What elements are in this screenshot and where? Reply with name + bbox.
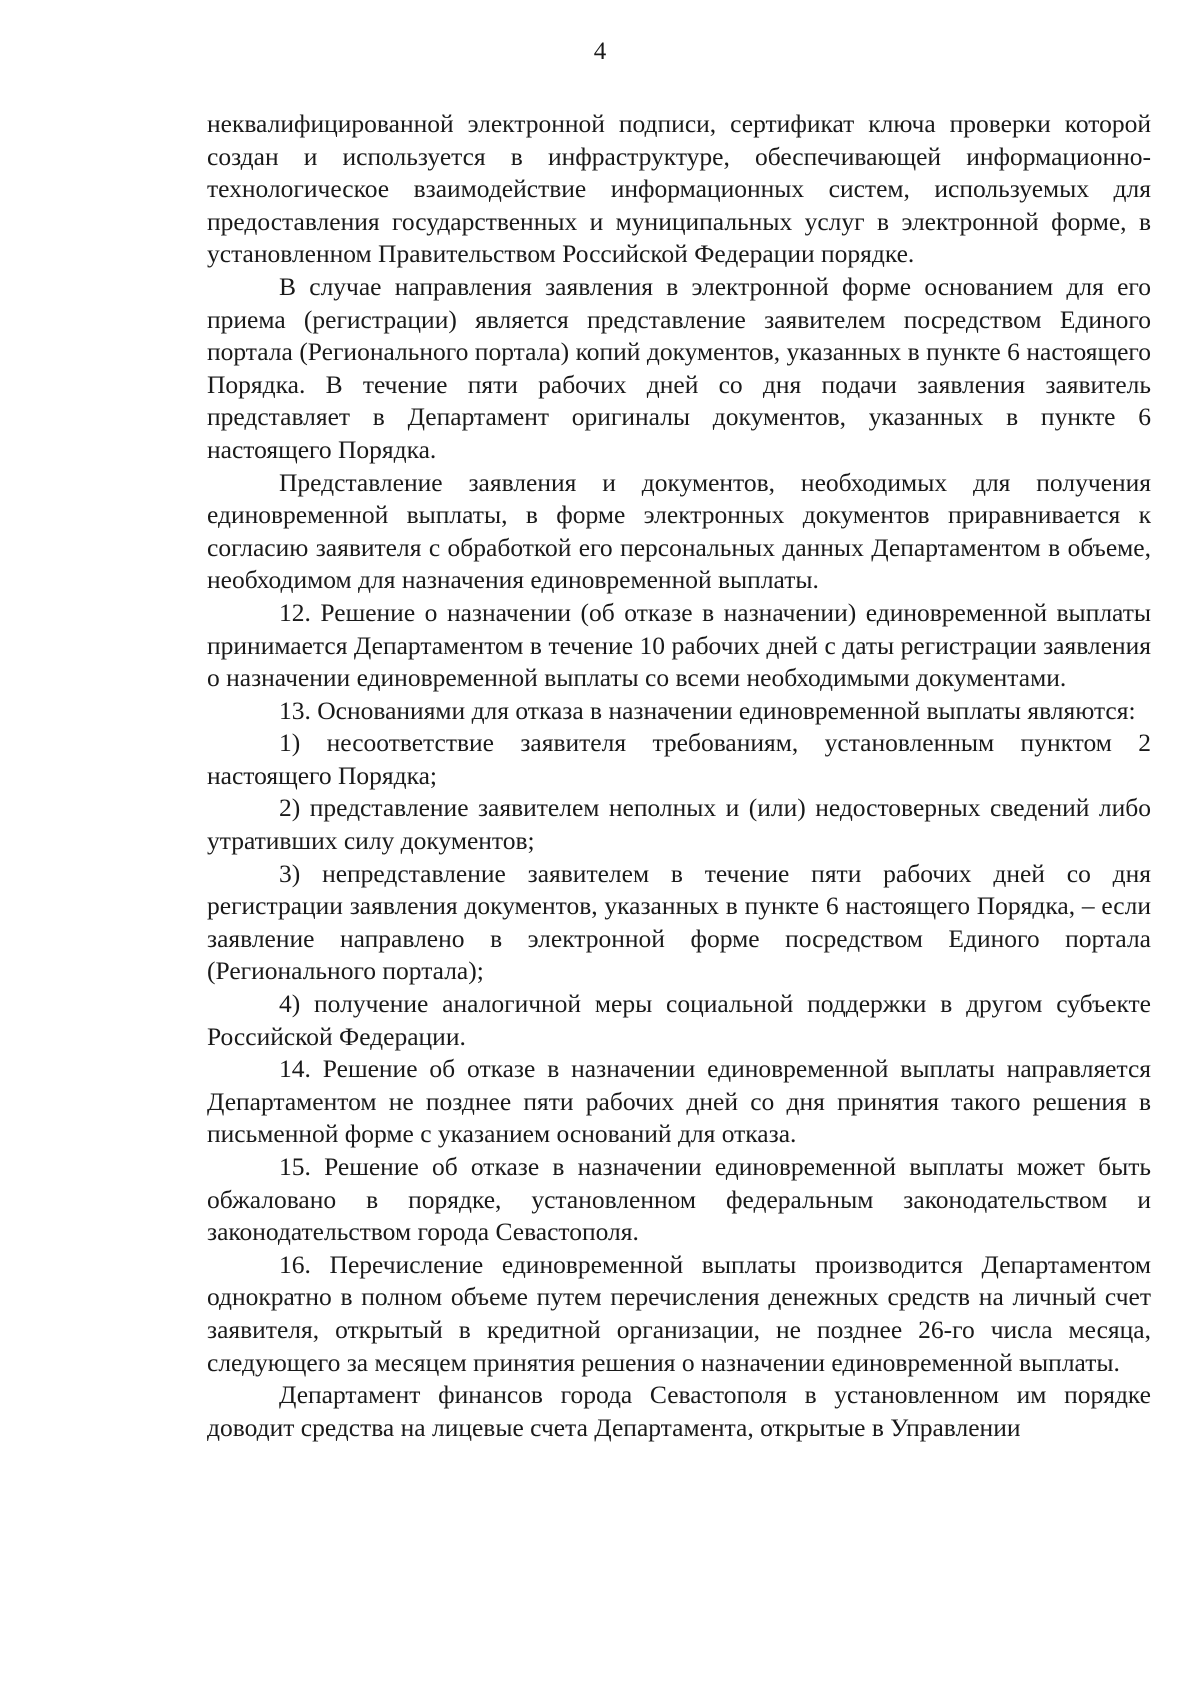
paragraph-item-16: 16. Перечисление единовременной выплаты производится Департаментом однократно в полном объеме путем перечисления денежных средств на личный счет заявителя, открытый в кредитной организации, не позднее 26-го числа месяца, следующего за месяцем принятия решения о назначении единовременной выплаты.	[207, 1249, 1151, 1377]
paragraph-item-13-1: 1) несоответствие заявителя требованиям, установленным пунктом 2 настоящего Порядка;	[207, 728, 1151, 790]
paragraph-consent: Представление заявления и документов, необходимых для получения единовременной выплаты, в форме электронных документов приравнивается к согласию заявителя с обработкой его персональных данных Департаментом в объеме, необходимом для назначения единовременной выплаты.	[207, 467, 1151, 595]
paragraph-item-14: 14. Решение об отказе в назначении единовременной выплаты направляется Департаментом не позднее пяти рабочих дней со дня принятия такого решения в письменной форме с указанием оснований для отказа.	[207, 1054, 1151, 1149]
paragraph-item-13-2: 2) представление заявителем неполных и (или) недостоверных сведений либо утративших силу документов;	[207, 793, 1151, 856]
document-body	[207, 108, 1151, 1444]
paragraph-item-13-3: 3) непредставление заявителем в течение пяти рабочих дней со дня регистрации заявления документов, указанных в пункте 6 настоящего Порядка, – если заявление направлено в электронной форме посредством Единого портала (Регионального портала);	[207, 858, 1151, 986]
paragraph-signature-continuation: неквалифицированной электронной подписи, сертификат ключа проверки которой создан и используется в инфраструктуре, обеспечивающей информационно-технологическое взаимодействие информационных систем, используемых для предоставления государственных и муниципальных услуг в электронной форме, в установленном Правительством Российской Федерации порядке.	[207, 109, 1151, 269]
page-number: 4	[593, 38, 607, 65]
paragraph-item-13-4: 4) получение аналогичной меры социальной поддержки в другом субъекте Российской Федерации.	[207, 989, 1151, 1051]
paragraph-item-13: 13. Основаниями для отказа в назначении единовременной выплаты являются:	[279, 695, 1136, 725]
paragraph-item-12: 12. Решение о назначении (об отказе в назначении) единовременной выплаты принимается Департаментом в течение 10 рабочих дней с даты регистрации заявления о назначении единовременной выплаты со всеми необходимыми документами.	[207, 597, 1151, 693]
paragraph-item-15: 15. Решение об отказе в назначении единовременной выплаты может быть обжаловано в порядке, установленном федеральным законодательством и законодательством города Севастополя.	[207, 1152, 1151, 1247]
paragraph-finance-department: Департамент финансов города Севастополя в установленном им порядке доводит средства на лицевые счета Департамента, открытые в Управлении	[207, 1380, 1151, 1442]
paragraph-electronic-submission: В случае направления заявления в электронной форме основанием для его приема (регистрации) является представление заявителем посредством Единого портала (Регионального портала) копий документов, указанных в пункте 6 настоящего Порядка. В течение пяти рабочих дней со дня подачи заявления заявитель представляет в Департамент оригиналы документов, указанных в пункте 6 настоящего Порядка.	[207, 271, 1151, 464]
